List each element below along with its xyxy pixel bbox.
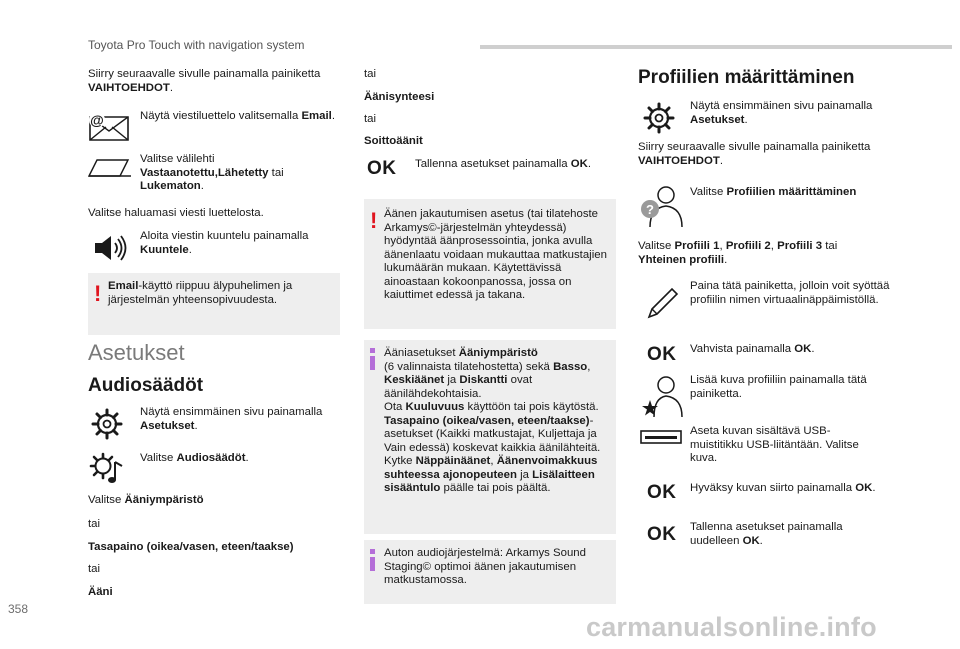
profiles-settings-step: Näytä ensimmäinen sivu painamalla Asetukset. [690,100,873,126]
ok-icon: OK [647,344,677,365]
running-header: Toyota Pro Touch with navigation system [88,38,305,52]
balance-option: Tasapaino (oikea/vasen, eteen/taakse) [88,541,294,553]
profiles-title: Profiilien määrittäminen [638,67,855,88]
settings-gear-icon [91,408,123,440]
intro-paragraph: Siirry seuraavalle sivulle painamalla painiketta VAIHTOEHDOT. [88,68,321,94]
or-text-3: tai [364,68,377,80]
usb-step: Aseta kuvan sisältävä USB-muistitikku USB-liitäntään. Valitse kuva. [690,425,859,464]
info-icon-bar [370,356,375,370]
arkamys-info-box [364,540,616,604]
tab-icon [88,158,132,178]
profile-picture-icon [640,374,684,418]
select-environment: Valitse Ääniympäristö [88,494,204,506]
audio-step: Valitse Audiosäädöt. [140,452,249,464]
sound-distribution-warning-box [364,199,616,329]
tab-step: Valitse välilehti Vastaanotettu,Lähetetty tai Lukematon. [140,153,284,192]
voice-synthesis-option: Äänisynteesi [364,91,435,103]
header-rule [480,45,952,49]
ok-icon: OK [647,524,677,545]
section-title: Asetukset [88,340,185,365]
info-icon-bar [370,557,375,571]
listen-step: Aloita viestin kuuntelu painamalla Kuuntele. [140,230,309,256]
email-icon [88,111,130,141]
or-text-4: tai [364,113,377,125]
settings-step: Näytä ensimmäinen sivu painamalla Asetukset. [140,406,323,432]
audio-settings-icon [89,452,125,486]
info-icon [370,348,375,353]
email-warning-text: Email-käyttö riippuu älypuhelimen ja järjestelmän yhteensopivuudesta. [108,280,293,306]
ringtones-option: Soittoäänit [364,135,423,147]
accept-transfer-step: Hyväksy kuvan siirto painamalla OK. [690,482,876,494]
ok-icon: OK [647,482,677,503]
svg-text:?: ? [646,202,654,217]
info-icon [370,549,375,554]
svg-text:@: @ [90,112,104,128]
or-text-2: tai [88,563,101,575]
edit-pen-icon [645,287,679,321]
or-text-1: tai [88,518,101,530]
edit-name-step: Paina tätä painiketta, jolloin voit syöttää profiilin nimen virtuaalinäppäimistöllä. [690,280,890,306]
audio-info-text: Ääniasetukset Ääniympäristö (6 valinnaista tilatehostetta) sekä Basso, Keskiäänet ja Diskantti ovat äänilähdekohtaisia. Ota Kuuluvuus käyttöön tai pois käytöstä. Tasapaino (oikea/vasen, eteen/taakse)-asetukset (Kaikki matkustajat, Kuljettaja ja Vain edessä) koskevat kaikkia äänilähteitä. Kytke Näppäinäänet, Äänenvoimakkuus suhteessa ajonopeuteen ja Lisälaitteen sisääntulo päälle tai pois päältä. [384,347,601,494]
save-again-step: Tallenna asetukset painamalla uudelleen OK. [690,521,843,547]
email-warning-box [88,273,340,335]
define-profiles-step: Valitse Profiilien määrittäminen [690,186,857,198]
add-picture-step: Lisää kuva profiiliin painamalla tätä painiketta. [690,374,867,400]
watermark: carmanualsonline.info [586,612,877,642]
audio-info-box [364,340,616,534]
save-step: Tallenna asetukset painamalla OK. [415,158,592,170]
confirm-step: Vahvista painamalla OK. [690,343,815,355]
sound-distribution-warning-text: Äänen jakautumisen asetus (tai tilatehoste Arkamys©-järjestelmän yhteydessä) hyödyntää äänprosessointia, jonka avulla äänenlaatu voidaan mukauttaa matkustajien lukumäärän mukaan. Käytettävissä ainoastaan kokoonpanossa, jossa on kaiuttimet edessä ja takana. [384,208,607,301]
arkamys-info-text: Auton audiojärjestelmä: Arkamys Sound Staging© optimoi äänen jakautumisen matkustamossa. [384,547,586,586]
profile-choice-paragraph: Valitse Profiili 1, Profiili 2, Profiili 3 tai Yhteinen profiili. [638,240,838,266]
choose-message: Valitse haluamasi viesti luettelosta. [88,207,264,219]
ok-icon: OK [367,158,397,179]
warning-icon: ! [370,208,378,233]
settings-gear-icon [643,102,675,134]
page-number: 358 [8,602,29,616]
sound-option: Ääni [88,586,113,598]
email-step: Näytä viestiluettelo valitsemalla Email. [140,110,336,122]
profile-question-icon [640,184,684,228]
speaker-icon [93,233,129,263]
profiles-options-paragraph: Siirry seuraavalle sivulle painamalla painiketta VAIHTOEHDOT. [638,141,871,167]
warning-icon: ! [94,281,102,306]
usb-icon [640,430,682,444]
audio-title: Audiosäädöt [88,375,204,396]
